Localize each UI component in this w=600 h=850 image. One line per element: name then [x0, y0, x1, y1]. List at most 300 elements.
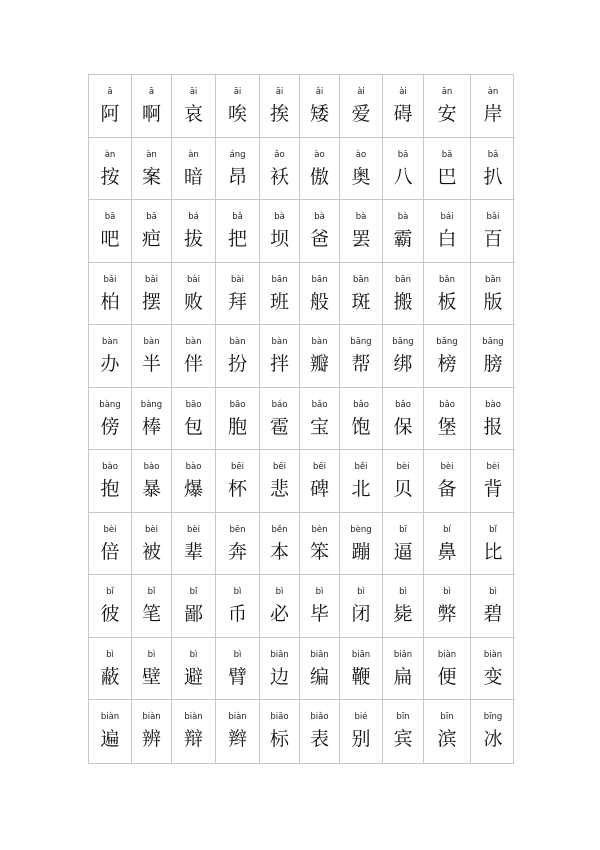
hanzi-character: 抱 — [100, 478, 120, 501]
hanzi-character: 弊 — [437, 603, 457, 626]
hanzi-character: 边 — [269, 665, 289, 688]
hanzi-character: 帮 — [351, 353, 371, 376]
character-cell — [383, 325, 424, 388]
character-cell — [340, 575, 383, 638]
pinyin-label: bà — [314, 212, 325, 223]
hanzi-character: 扮 — [227, 353, 247, 376]
character-cell — [89, 138, 132, 201]
character-cell — [340, 450, 383, 513]
character-cell — [383, 138, 424, 201]
hanzi-character: 保 — [393, 415, 413, 438]
pinyin-label: bà — [397, 212, 409, 223]
pinyin-label: bā — [487, 149, 499, 160]
pinyin-label: bǐ — [147, 587, 156, 598]
pinyin-label: bào — [102, 462, 118, 473]
hanzi-character: 板 — [437, 290, 457, 313]
pinyin-label: bèng — [350, 524, 372, 535]
pinyin-label: biàn — [184, 712, 203, 723]
pinyin-label: bī — [399, 524, 407, 535]
pinyin-label: bèi — [440, 462, 454, 473]
pinyin-label: bǎi — [145, 274, 158, 285]
hanzi-character: 遍 — [100, 728, 120, 751]
character-cell — [340, 638, 383, 701]
character-cell — [424, 75, 471, 138]
hanzi-character: 碍 — [393, 103, 413, 125]
hanzi-character: 彼 — [100, 603, 120, 626]
character-cell — [471, 200, 515, 263]
pinyin-label: bái — [440, 212, 454, 223]
character-cell — [260, 263, 300, 326]
hanzi-character: 辨 — [141, 728, 161, 751]
character-cell — [216, 138, 260, 201]
character-cell — [383, 263, 424, 326]
pinyin-label: ǎo — [274, 149, 285, 160]
hanzi-character: 背 — [483, 478, 503, 501]
pinyin-label: bèi — [103, 524, 117, 535]
pinyin-label: bàn — [102, 337, 118, 348]
pinyin-label: àn — [104, 149, 116, 160]
pinyin-label: bào — [185, 462, 202, 473]
character-cell — [260, 575, 300, 638]
pinyin-label: báo — [271, 399, 288, 410]
hanzi-character: 辩 — [183, 728, 203, 751]
hanzi-character: 拌 — [269, 353, 289, 376]
character-cell — [340, 700, 383, 763]
pinyin-label: bá — [188, 212, 199, 223]
pinyin-label: biǎn — [393, 649, 413, 660]
pinyin-label: bǎo — [395, 399, 411, 410]
hanzi-character: 榜 — [437, 353, 457, 376]
pinyin-label: bāo — [229, 399, 246, 410]
hanzi-character: 蔽 — [100, 665, 120, 688]
pinyin-label: bèi — [396, 462, 410, 473]
character-cell — [424, 450, 471, 513]
hanzi-character: 岸 — [483, 103, 503, 125]
character-cell — [260, 325, 300, 388]
character-cell — [89, 700, 132, 763]
pinyin-label: bàn — [271, 337, 288, 348]
pinyin-label: ǎi — [315, 87, 324, 97]
character-cell — [89, 325, 132, 388]
pinyin-label: ā — [148, 87, 155, 97]
character-cell — [471, 638, 515, 701]
character-cell — [300, 388, 340, 451]
character-cell — [300, 200, 340, 263]
character-cell — [132, 263, 172, 326]
pinyin-label: bǎn — [439, 274, 455, 285]
pinyin-label: bì — [315, 587, 324, 598]
hanzi-character: 饱 — [351, 415, 371, 438]
character-cell — [340, 75, 383, 138]
hanzi-character: 暴 — [141, 478, 161, 501]
hanzi-character: 鄙 — [183, 603, 203, 626]
hanzi-character: 北 — [351, 478, 371, 501]
character-cell — [216, 263, 260, 326]
hanzi-character: 鼻 — [437, 540, 457, 563]
pinyin-label: bēi — [231, 462, 244, 473]
hanzi-character: 膀 — [483, 353, 503, 376]
hanzi-character: 被 — [141, 540, 161, 563]
character-cell — [132, 450, 172, 513]
hanzi-character: 奔 — [227, 540, 247, 563]
hanzi-character: 傍 — [100, 415, 120, 438]
pinyin-label: bǎo — [353, 399, 369, 410]
hanzi-character: 挨 — [269, 103, 289, 125]
pinyin-label: bào — [143, 462, 160, 473]
pinyin-label: bāo — [185, 399, 202, 410]
character-cell — [216, 325, 260, 388]
pinyin-label: àn — [146, 149, 157, 160]
hanzi-character: 雹 — [269, 415, 289, 438]
pinyin-label: bǎo — [439, 399, 455, 410]
character-cell — [424, 513, 471, 576]
character-cell — [424, 263, 471, 326]
pinyin-label: bào — [485, 399, 501, 410]
hanzi-character: 白 — [437, 228, 457, 251]
character-cell — [383, 388, 424, 451]
character-cell — [340, 325, 383, 388]
hanzi-character: 斑 — [351, 290, 371, 313]
pinyin-label: bā — [441, 149, 453, 160]
character-cell — [340, 263, 383, 326]
hanzi-character: 奥 — [351, 165, 371, 188]
hanzi-character: 吧 — [100, 228, 120, 251]
hanzi-character: 办 — [100, 353, 120, 376]
hanzi-character: 扁 — [393, 665, 413, 688]
hanzi-character: 必 — [269, 603, 289, 626]
pinyin-label: biǎo — [310, 712, 329, 723]
hanzi-character: 扒 — [483, 165, 503, 188]
hanzi-character: 避 — [183, 665, 203, 688]
hanzi-character: 毙 — [393, 603, 413, 626]
hanzi-character: 包 — [183, 415, 203, 438]
pinyin-label: bǎng — [392, 337, 414, 348]
character-cell — [216, 450, 260, 513]
pinyin-label: bēn — [229, 524, 246, 535]
pinyin-label: bān — [311, 274, 328, 285]
character-cell — [172, 200, 216, 263]
pinyin-label: bā — [146, 212, 157, 223]
hanzi-character: 标 — [269, 728, 289, 751]
character-cell — [172, 513, 216, 576]
hanzi-character: 瓣 — [309, 353, 329, 376]
hanzi-character: 报 — [483, 415, 503, 438]
pinyin-label: bǎng — [436, 337, 458, 348]
character-cell — [300, 513, 340, 576]
pinyin-label: bèn — [311, 524, 328, 535]
pinyin-label: bǎn — [485, 274, 501, 285]
character-cell — [132, 388, 172, 451]
hanzi-character: 棒 — [141, 415, 161, 438]
pinyin-label: bā — [397, 149, 409, 160]
pinyin-label: bà — [355, 212, 367, 223]
character-cell — [216, 75, 260, 138]
character-cell — [89, 75, 132, 138]
pinyin-label: bīn — [396, 712, 410, 723]
pinyin-label: biān — [310, 649, 329, 660]
pinyin-label: bàn — [311, 337, 328, 348]
pinyin-label: àn — [487, 87, 499, 97]
hanzi-character: 逼 — [393, 540, 413, 563]
character-cell — [132, 138, 172, 201]
pinyin-label: bèi — [187, 524, 200, 535]
character-cell — [260, 75, 300, 138]
character-cell — [471, 263, 515, 326]
hanzi-character: 伴 — [183, 353, 203, 376]
character-cell — [172, 575, 216, 638]
character-cell — [383, 700, 424, 763]
pinyin-label: āi — [189, 87, 198, 97]
character-cell — [216, 388, 260, 451]
pinyin-label: biàn — [100, 712, 120, 723]
hanzi-character: 本 — [269, 540, 289, 563]
hanzi-character: 宝 — [309, 415, 329, 438]
pinyin-label: bì — [443, 587, 451, 598]
pinyin-label: bì — [489, 587, 497, 598]
character-cell — [89, 638, 132, 701]
hanzi-character: 暗 — [183, 165, 203, 188]
hanzi-character: 闭 — [351, 603, 371, 626]
character-cell — [471, 75, 515, 138]
hanzi-character: 拜 — [227, 290, 247, 313]
character-cell — [340, 388, 383, 451]
character-cell — [424, 388, 471, 451]
pinyin-label: āi — [275, 87, 284, 97]
hanzi-character: 堡 — [437, 415, 457, 438]
character-cell — [89, 513, 132, 576]
hanzi-character: 按 — [100, 165, 120, 188]
character-cell — [132, 638, 172, 701]
pinyin-label: ā — [107, 87, 113, 97]
hanzi-character: 把 — [227, 228, 247, 251]
character-cell — [132, 575, 172, 638]
pinyin-label: bì — [399, 587, 407, 598]
character-cell — [89, 575, 132, 638]
character-cell — [172, 388, 216, 451]
hanzi-character: 哀 — [183, 103, 203, 125]
pinyin-label: bīn — [440, 712, 454, 723]
hanzi-character: 比 — [483, 540, 503, 563]
pinyin-label: bēi — [313, 462, 326, 473]
character-cell — [471, 388, 515, 451]
character-cell — [132, 75, 172, 138]
hanzi-character: 冰 — [483, 728, 503, 751]
hanzi-character: 爸 — [309, 228, 329, 251]
pinyin-label: běn — [271, 524, 288, 535]
hanzi-character: 柏 — [100, 290, 120, 313]
pinyin-label: bì — [189, 649, 198, 660]
pinyin-label: áng — [229, 149, 246, 160]
character-cell — [89, 263, 132, 326]
pinyin-label: biān — [270, 649, 289, 660]
hanzi-character: 败 — [183, 290, 203, 313]
pinyin-label: bà — [274, 212, 285, 223]
hanzi-character: 鞭 — [351, 665, 371, 688]
character-cell — [132, 700, 172, 763]
character-cell — [383, 513, 424, 576]
pinyin-label: bēi — [273, 462, 286, 473]
hanzi-character: 矮 — [309, 103, 329, 125]
pinyin-label: biàn — [483, 649, 503, 660]
hanzi-character: 编 — [309, 665, 329, 688]
character-cell — [424, 575, 471, 638]
hanzi-character: 滨 — [437, 728, 457, 751]
character-cell — [172, 263, 216, 326]
hanzi-character: 案 — [141, 165, 161, 188]
pinyin-label: ài — [399, 87, 407, 97]
hanzi-character: 百 — [483, 228, 503, 251]
hanzi-character: 拔 — [183, 228, 203, 251]
hanzi-character: 变 — [483, 665, 503, 688]
hanzi-character: 悲 — [269, 478, 289, 501]
pinyin-character-grid — [88, 74, 514, 764]
hanzi-character: 壁 — [141, 665, 161, 688]
hanzi-character: 绑 — [393, 353, 413, 376]
hanzi-character: 笔 — [141, 603, 161, 626]
character-cell — [340, 138, 383, 201]
hanzi-character: 疤 — [141, 228, 161, 251]
pinyin-label: bié — [354, 712, 368, 723]
pinyin-label: bèi — [145, 524, 158, 535]
character-cell — [132, 513, 172, 576]
character-cell — [260, 450, 300, 513]
character-cell — [424, 200, 471, 263]
character-cell — [260, 200, 300, 263]
pinyin-label: bàng — [140, 399, 163, 410]
hanzi-character: 杯 — [227, 478, 247, 501]
pinyin-label: bīng — [483, 712, 503, 723]
pinyin-label: bí — [443, 524, 451, 535]
pinyin-label: bàn — [185, 337, 202, 348]
pinyin-label: àn — [188, 149, 199, 160]
hanzi-character: 笨 — [309, 540, 329, 563]
pinyin-label: biàn — [437, 649, 457, 660]
hanzi-character: 霸 — [393, 228, 413, 251]
pinyin-label: bǎi — [486, 212, 500, 223]
character-cell — [300, 638, 340, 701]
character-cell — [132, 325, 172, 388]
character-cell — [383, 575, 424, 638]
hanzi-character: 坝 — [269, 228, 289, 251]
character-cell — [471, 575, 515, 638]
pinyin-label: bǐ — [189, 587, 198, 598]
hanzi-character: 阿 — [100, 103, 120, 125]
hanzi-character: 版 — [483, 290, 503, 313]
pinyin-label: bàng — [99, 399, 121, 410]
character-cell — [172, 450, 216, 513]
pinyin-label: āi — [233, 87, 242, 97]
pinyin-label: biàn — [142, 712, 161, 723]
character-cell — [424, 325, 471, 388]
pinyin-label: bǐ — [106, 587, 114, 598]
pinyin-label: bì — [106, 649, 114, 660]
pinyin-label: bèi — [486, 462, 500, 473]
hanzi-character: 傲 — [309, 165, 329, 188]
character-cell — [216, 638, 260, 701]
character-cell — [132, 200, 172, 263]
character-cell — [424, 138, 471, 201]
pinyin-label: bǎi — [103, 274, 117, 285]
character-cell — [383, 450, 424, 513]
hanzi-character: 半 — [141, 353, 161, 376]
hanzi-character: 蹦 — [351, 540, 371, 563]
hanzi-character: 表 — [309, 728, 329, 751]
character-cell — [424, 700, 471, 763]
hanzi-character: 备 — [437, 478, 457, 501]
pinyin-label: biàn — [228, 712, 247, 723]
pinyin-label: bǐ — [489, 524, 497, 535]
hanzi-character: 啊 — [141, 103, 161, 125]
character-cell — [172, 75, 216, 138]
pinyin-label: bì — [233, 587, 242, 598]
character-cell — [300, 75, 340, 138]
pinyin-label: bān — [271, 274, 288, 285]
hanzi-character: 搬 — [393, 290, 413, 313]
character-cell — [471, 513, 515, 576]
character-cell — [89, 200, 132, 263]
pinyin-label: bǎng — [482, 337, 504, 348]
hanzi-character: 摆 — [141, 290, 161, 313]
character-cell — [216, 200, 260, 263]
character-cell — [89, 450, 132, 513]
hanzi-character: 爱 — [351, 103, 371, 125]
character-cell — [172, 638, 216, 701]
character-cell — [383, 638, 424, 701]
character-cell — [383, 200, 424, 263]
character-cell — [300, 138, 340, 201]
character-cell — [172, 700, 216, 763]
character-cell — [300, 575, 340, 638]
character-cell — [216, 575, 260, 638]
pinyin-label: ān — [441, 87, 453, 97]
pinyin-label: bān — [353, 274, 369, 285]
pinyin-label: bǎ — [232, 212, 243, 223]
hanzi-character: 臂 — [227, 665, 247, 688]
character-cell — [300, 450, 340, 513]
hanzi-character: 毕 — [309, 603, 329, 626]
pinyin-label: bài — [231, 274, 244, 285]
character-cell — [383, 75, 424, 138]
hanzi-character: 币 — [227, 603, 247, 626]
pinyin-label: biān — [351, 649, 371, 660]
character-cell — [260, 513, 300, 576]
hanzi-character: 巴 — [437, 165, 457, 188]
pinyin-label: bā — [104, 212, 116, 223]
pinyin-label: bài — [187, 274, 200, 285]
hanzi-character: 昂 — [227, 165, 247, 188]
character-cell — [260, 388, 300, 451]
character-cell — [424, 638, 471, 701]
character-cell — [89, 388, 132, 451]
character-cell — [471, 138, 515, 201]
hanzi-character: 爆 — [183, 478, 203, 501]
character-cell — [300, 700, 340, 763]
hanzi-character: 罢 — [351, 228, 371, 251]
pinyin-label: bāng — [350, 337, 372, 348]
pinyin-label: bì — [357, 587, 365, 598]
character-cell — [300, 263, 340, 326]
character-cell — [216, 700, 260, 763]
hanzi-character: 辫 — [227, 728, 247, 751]
pinyin-label: bì — [147, 649, 156, 660]
hanzi-character: 袄 — [269, 165, 289, 188]
hanzi-character: 班 — [269, 290, 289, 313]
hanzi-character: 辈 — [183, 540, 203, 563]
character-cell — [471, 450, 515, 513]
hanzi-character: 般 — [309, 290, 329, 313]
hanzi-character: 贝 — [393, 478, 413, 501]
pinyin-label: běi — [354, 462, 368, 473]
